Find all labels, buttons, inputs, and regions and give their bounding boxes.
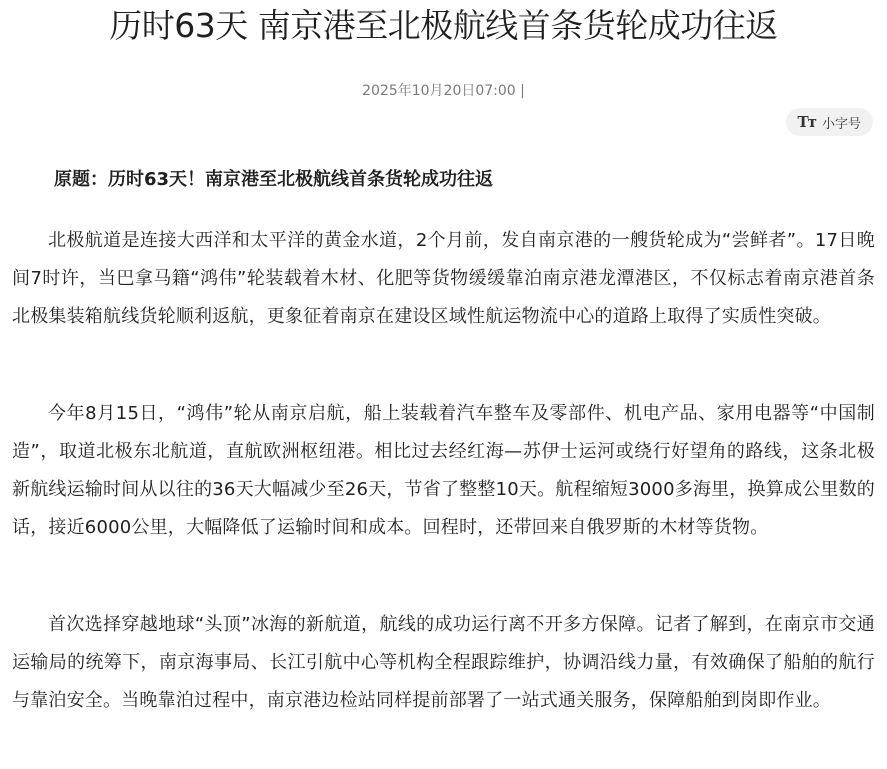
article-title: 历时63天 南京港至北极航线首条货轮成功往返 <box>109 6 778 45</box>
body-paragraph: 北极航道是连接大西洋和太平洋的黄金水道，2个月前，发自南京港的一艘货轮成为“尝鲜者”。17日晚间7时许，当巴拿马籍“鸿伟”轮装载着木材、化肥等货物缓缓靠泊南京港龙潭港区，不仅标志着南京港首条北极集装箱航线货轮顺利返航，更象征着南京在建设区域性航运物流中心的道路上取得了实质性突破。 <box>12 230 875 327</box>
text-size-icon: Tт <box>797 113 816 131</box>
body-paragraph: 今年8月15日，“鸿伟”轮从南京启航，船上装载着汽车整车及零部件、机电产品、家用电器等“中国制造”，取道北极东北航道，直航欧洲枢纽港。相比过去经红海—苏伊士运河或绕行好望角的路线，这条北极新航线运输时间从以往的36天大幅减少至26天，节省了整整10天。航程缩短3000多海里，换算成公里数的话，接近6000公里，大幅降低了运输时间和成本。回程时，还带回来自俄罗斯的木材等货物。 <box>12 403 875 538</box>
original-title: 原题：历时63天！南京港至北极航线首条货轮成功往返 <box>54 169 494 190</box>
body-paragraph: 首次选择穿越地球“头顶”冰海的新航道，航线的成功运行离不开多方保障。记者了解到，在南京市交通运输局的统筹下，南京海事局、长江引航中心等机构全程跟踪维护，协调沿线力量，有效确保了船舶的航行与靠泊安全。当晚靠泊过程中，南京港边检站同样提前部署了一站式通关服务，保障船舶到岗即作业。 <box>12 614 875 711</box>
font-size-toggle-button[interactable] <box>786 108 873 136</box>
article-meta <box>0 80 887 102</box>
publish-date: 2025年10月20日07:00 <box>362 83 516 99</box>
font-size-toggle-label: 小字号 <box>821 116 861 132</box>
meta-separator: | <box>515 83 525 99</box>
